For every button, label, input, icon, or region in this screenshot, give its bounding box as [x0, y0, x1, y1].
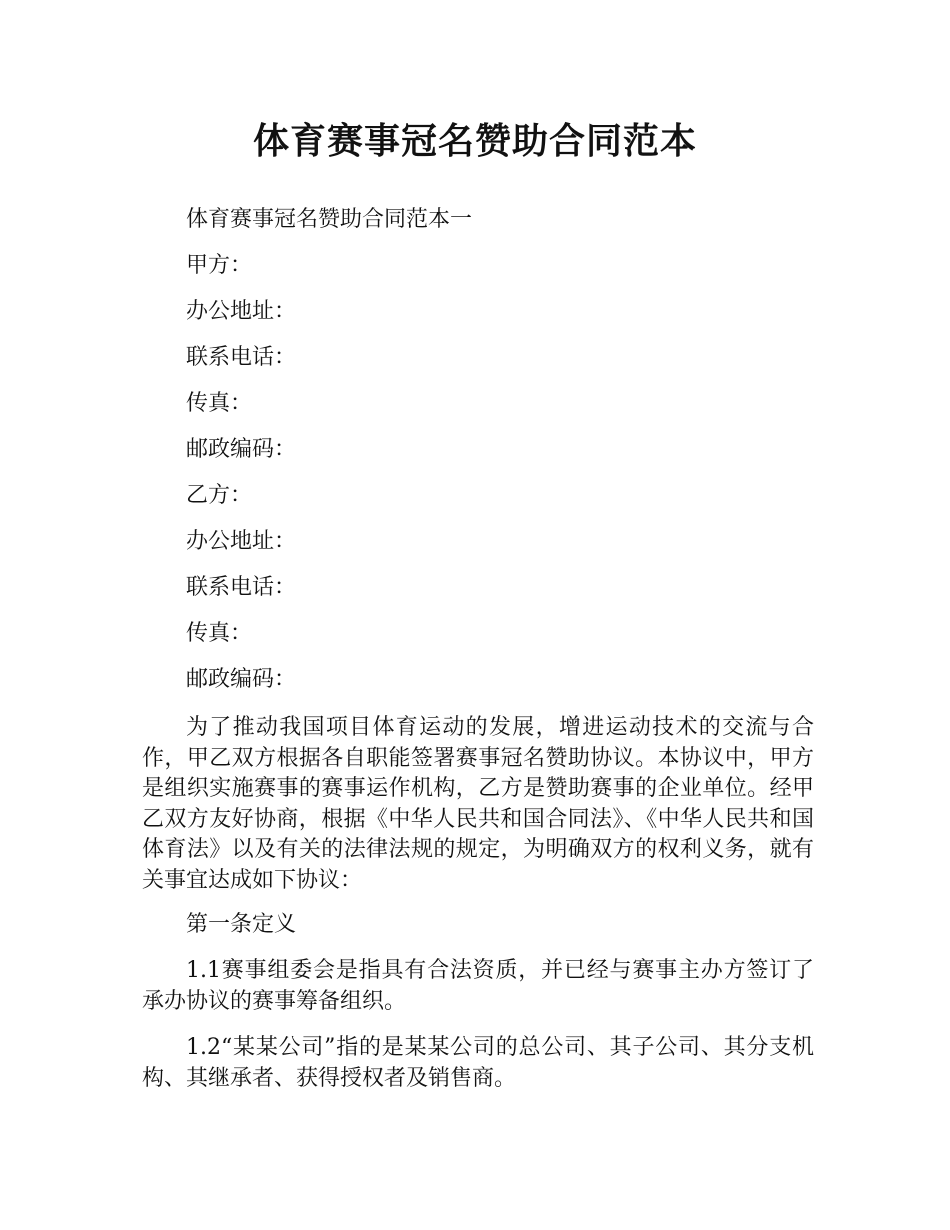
- party-a-postcode: 邮政编码：: [186, 437, 297, 462]
- party-b-fax: 传真：: [186, 621, 253, 646]
- party-a-phone: 联系电话：: [186, 345, 297, 370]
- party-b-phone: 联系电话：: [186, 575, 297, 600]
- party-b-postcode: 邮政编码：: [186, 667, 297, 692]
- party-a-fax: 传真：: [186, 391, 253, 416]
- document-body: [142, 197, 814, 1094]
- party-b-label: 乙方：: [186, 483, 253, 508]
- intro-paragraph: 为了推动我国项目体育运动的发展，增进运动技术的交流与合作，甲乙双方根据各自职能签署赛事冠名赞助协议。本协议中，甲方是组织实施赛事的赛事运作机构，乙方是赞助赛事的企业单位。经甲乙双方友好协商，根据《中华人民共和国合同法》、《中华人民共和国体育法》以及有关的法律法规的规定，为明确双方的权利义务，就有关事宜达成如下协议：: [142, 715, 814, 893]
- article-1-heading: 第一条定义: [186, 912, 297, 937]
- clause-1-2: 1.2“某某公司”指的是某某公司的总公司、其子公司、其分支机构、其继承者、获得授权者及销售商。: [142, 1035, 814, 1091]
- party-a-label: 甲方：: [186, 253, 253, 278]
- party-b-address: 办公地址：: [186, 529, 297, 554]
- clause-1-1: 1.1赛事组委会是指具有合法资质，并已经与赛事主办方签订了承办协议的赛事筹备组织。: [142, 958, 814, 1014]
- contract-subtitle: 体育赛事冠名赞助合同范本一: [186, 207, 473, 232]
- party-a-address: 办公地址：: [186, 299, 297, 324]
- document-title: 体育赛事冠名赞助合同范本: [252, 121, 697, 162]
